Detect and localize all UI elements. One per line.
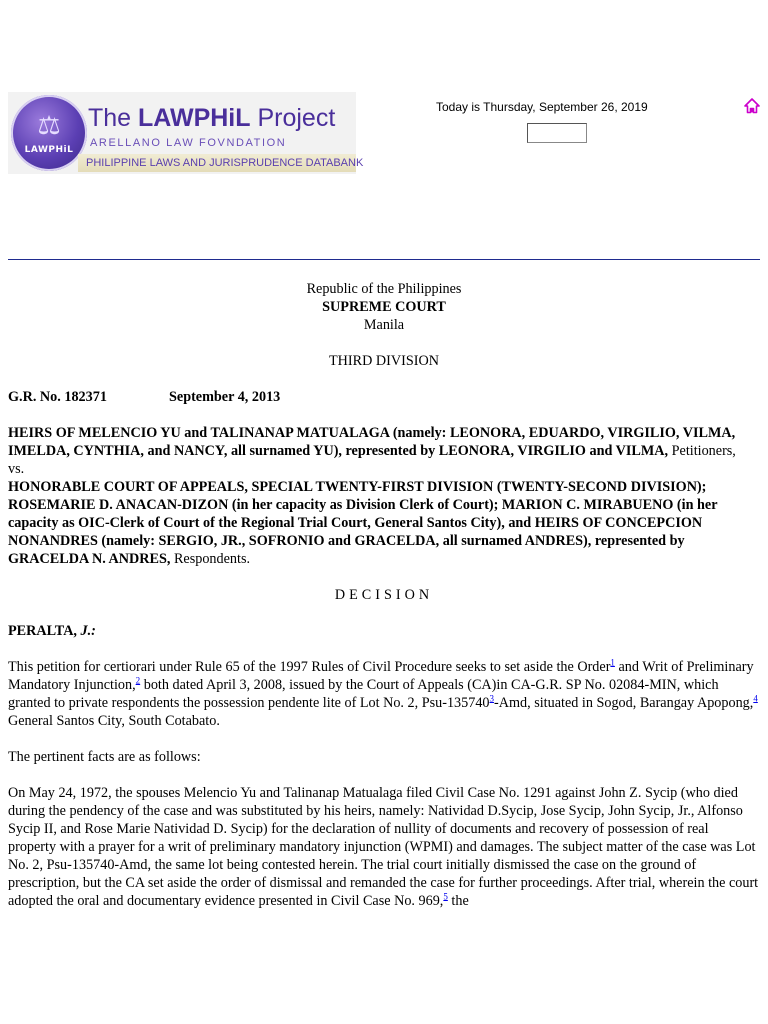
paragraph-1-text-c: both dated April 3, 2008, issued by the Court of Appeals (CA)in CA-G.R. SP No. 02084-MIN, which granted to private respondents the possession pendente lite of Lot No. 2, Psu-135740: [8, 677, 719, 711]
lawphil-seal-icon: [11, 95, 87, 171]
division-name: THIRD DIVISION: [329, 353, 439, 369]
logo-subtitle: ARELLANO LAW FOVNDATION: [90, 137, 287, 149]
today-date: Today is Thursday, September 26, 2019: [436, 100, 648, 114]
header-divider: [8, 259, 760, 260]
court-city: Manila: [363, 317, 405, 333]
home-icon[interactable]: [744, 98, 760, 114]
paragraph-3-text-a: On May 24, 1972, the spouses Melencio Yu and Talinanap Matualaga filed Civil Case No. 1291 against John Z. Sycip (who died during the pendency of the case and was substituted by his heirs, namely: Natividad D.Sycip, Jose Sycip, John Sycip, Jr., Alfonso Sycip II, and Rose Marie Natividad D. Sycip) for the declaration of nullity of documents and recovery of possession of real property with a prayer for a writ of preliminary mandatory injunction (WPMI) and damages. The subject matter of the case was Lot No. 2, Psu-135740-Amd, the same lot being contested herein. The trial court initially dismissed the case on the ground of prescription, but the CA set aside the order of dismissal and remanded the case for further proceedings. After trial, wherein the court adopted the oral and documentary evidence presented in Civil Case No. 969,: [8, 785, 759, 909]
respondents-names: HONORABLE COURT OF APPEALS, SPECIAL TWENTY-FIRST DIVISION (TWENTY-SECOND DIVISION); ROSEMARIE D. ANACAN-DIZON (in her capacity as Division Clerk of Court); MARION C. MIRABUENO (in her capacity as OIC-Clerk of Court of the Regional Trial Court, General Santos City), and HEIRS OF CONCEPCION NONANDRES (namely: SERGIO, JR., SOFRONIO and GRACELDA, all surnamed ANDRES), represented by GRACELDA N. ANDRES,: [8, 479, 718, 567]
logo-title-strong: LAWPHiL: [138, 104, 251, 132]
logo-badge-text: LAWPHiL: [24, 145, 74, 155]
footnote-link-2[interactable]: 2: [135, 675, 141, 686]
paragraph-1-text-a: This petition for certiorari under Rule 65 of the 1997 Rules of Civil Procedure seeks to set aside the Order: [8, 659, 611, 675]
case-number-line: [8, 388, 760, 406]
petitioners-label: Petitioners,: [668, 443, 736, 459]
footnote-link-5[interactable]: 5: [443, 891, 448, 902]
respondents-label: Respondents.: [170, 551, 251, 567]
page-header: [0, 0, 768, 260]
court-name-text: SUPREME COURT: [322, 299, 446, 315]
ponente-name: PERALTA,: [8, 623, 77, 639]
footnote-link-3[interactable]: 3: [489, 693, 495, 704]
logo-band: PHILIPPINE LAWS AND JURISPRUDENCE DATABANK: [78, 154, 356, 172]
scales-of-justice-icon: ⚖: [37, 111, 61, 141]
ponente-line: [8, 622, 760, 640]
respondents-block: [8, 478, 760, 568]
search-input[interactable]: [527, 123, 587, 143]
footnote-link-1[interactable]: 1: [610, 657, 615, 668]
decision-date: September 4, 2013: [169, 389, 281, 405]
ponente-title: J.:: [80, 623, 96, 639]
lawphil-logo[interactable]: [8, 92, 364, 174]
logo-title-prefix: The: [88, 104, 139, 132]
footnote-link-4[interactable]: 4: [753, 693, 758, 704]
petitioners-block: [8, 424, 760, 460]
paragraph-1: [8, 658, 760, 730]
decision-document: [8, 280, 760, 910]
paragraph-3: [8, 784, 760, 910]
decision-heading: DECISION: [334, 587, 434, 603]
logo-title: [88, 102, 356, 134]
logo-title-suffix: Project: [250, 104, 336, 132]
republic-line: Republic of the Philippines: [306, 281, 462, 297]
petitioners-names: HEIRS OF MELENCIO YU and TALINANAP MATUALAGA (namely: LEONORA, EDUARDO, VIRGILIO, VILMA, IMELDA, CYNTHIA, and NANCY, all surnamed YU), represented by LEONORA, VIRGILIO and VILMA,: [8, 425, 736, 459]
court-name: [8, 298, 760, 316]
versus: vs.: [8, 461, 25, 477]
paragraph-3-text-b: the: [447, 893, 469, 909]
paragraph-2: The pertinent facts are as follows:: [8, 749, 201, 765]
gr-number: G.R. No. 182371: [8, 389, 107, 405]
paragraph-1-text-b: and Writ of Preliminary Mandatory Injunction,: [8, 659, 754, 693]
paragraph-1-text-d: -Amd, situated in Sogod, Barangay Apopong,: [494, 695, 754, 711]
paragraph-1-text-e: General Santos City, South Cotabato.: [8, 713, 220, 729]
